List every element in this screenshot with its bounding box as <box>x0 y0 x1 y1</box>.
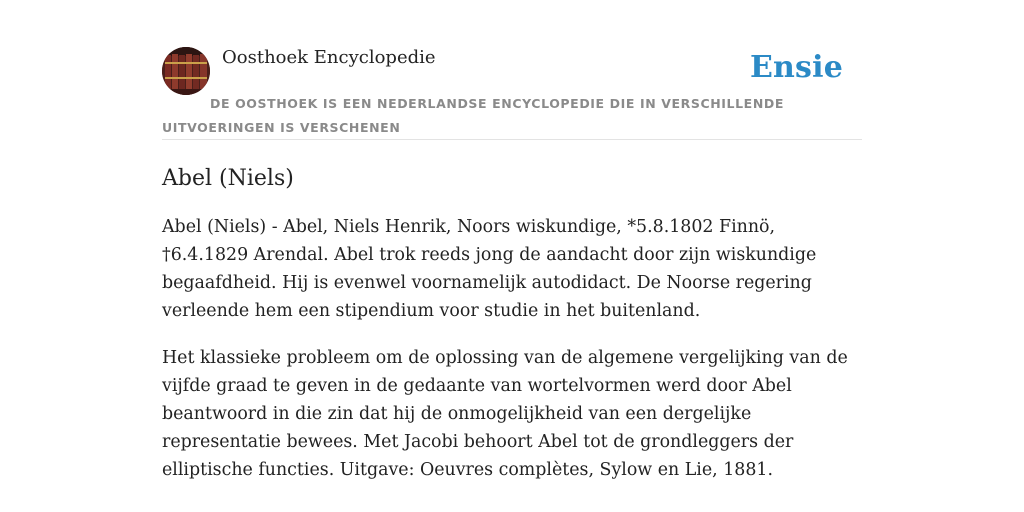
article-card <box>162 44 862 484</box>
source-header <box>162 44 862 140</box>
ensie-logo[interactable]: Ensie <box>749 50 843 85</box>
source-description: DE OOSTHOEK IS EEN NEDERLANDSE ENCYCLOPEDIE DIE IN VERSCHILLENDE UITVOERINGEN IS VERSCHENEN <box>162 96 784 135</box>
article-paragraph: Abel (Niels) - Abel, Niels Henrik, Noors wiskundige, *5.8.1802 Finnö, †6.4.1829 Arendal. Abel trok reeds jong de aandacht door zijn wiskundige begaafdheid. Hij is evenwel voornamelijk autodidact. De Noorse regering verleende hem een stipendium voor studie in het buitenland. <box>162 217 817 321</box>
encyclopedia-books-icon[interactable] <box>162 47 210 95</box>
source-title[interactable]: Oosthoek Encyclopedie <box>222 47 436 68</box>
article-title: Abel (Niels) <box>162 166 294 191</box>
article-paragraph: Het klassieke probleem om de oplossing van de algemene vergelijking van de vijfde graad te geven in de gedaante van wortelvormen werd door Abel beantwoord in die zin dat hij de onmogelijkheid van een dergelijke representatie bewees. Met Jacobi behoort Abel tot de grondleggers der elliptische functies. Uitgave: Oeuvres complètes, Sylow en Lie, 1881. <box>162 348 848 480</box>
